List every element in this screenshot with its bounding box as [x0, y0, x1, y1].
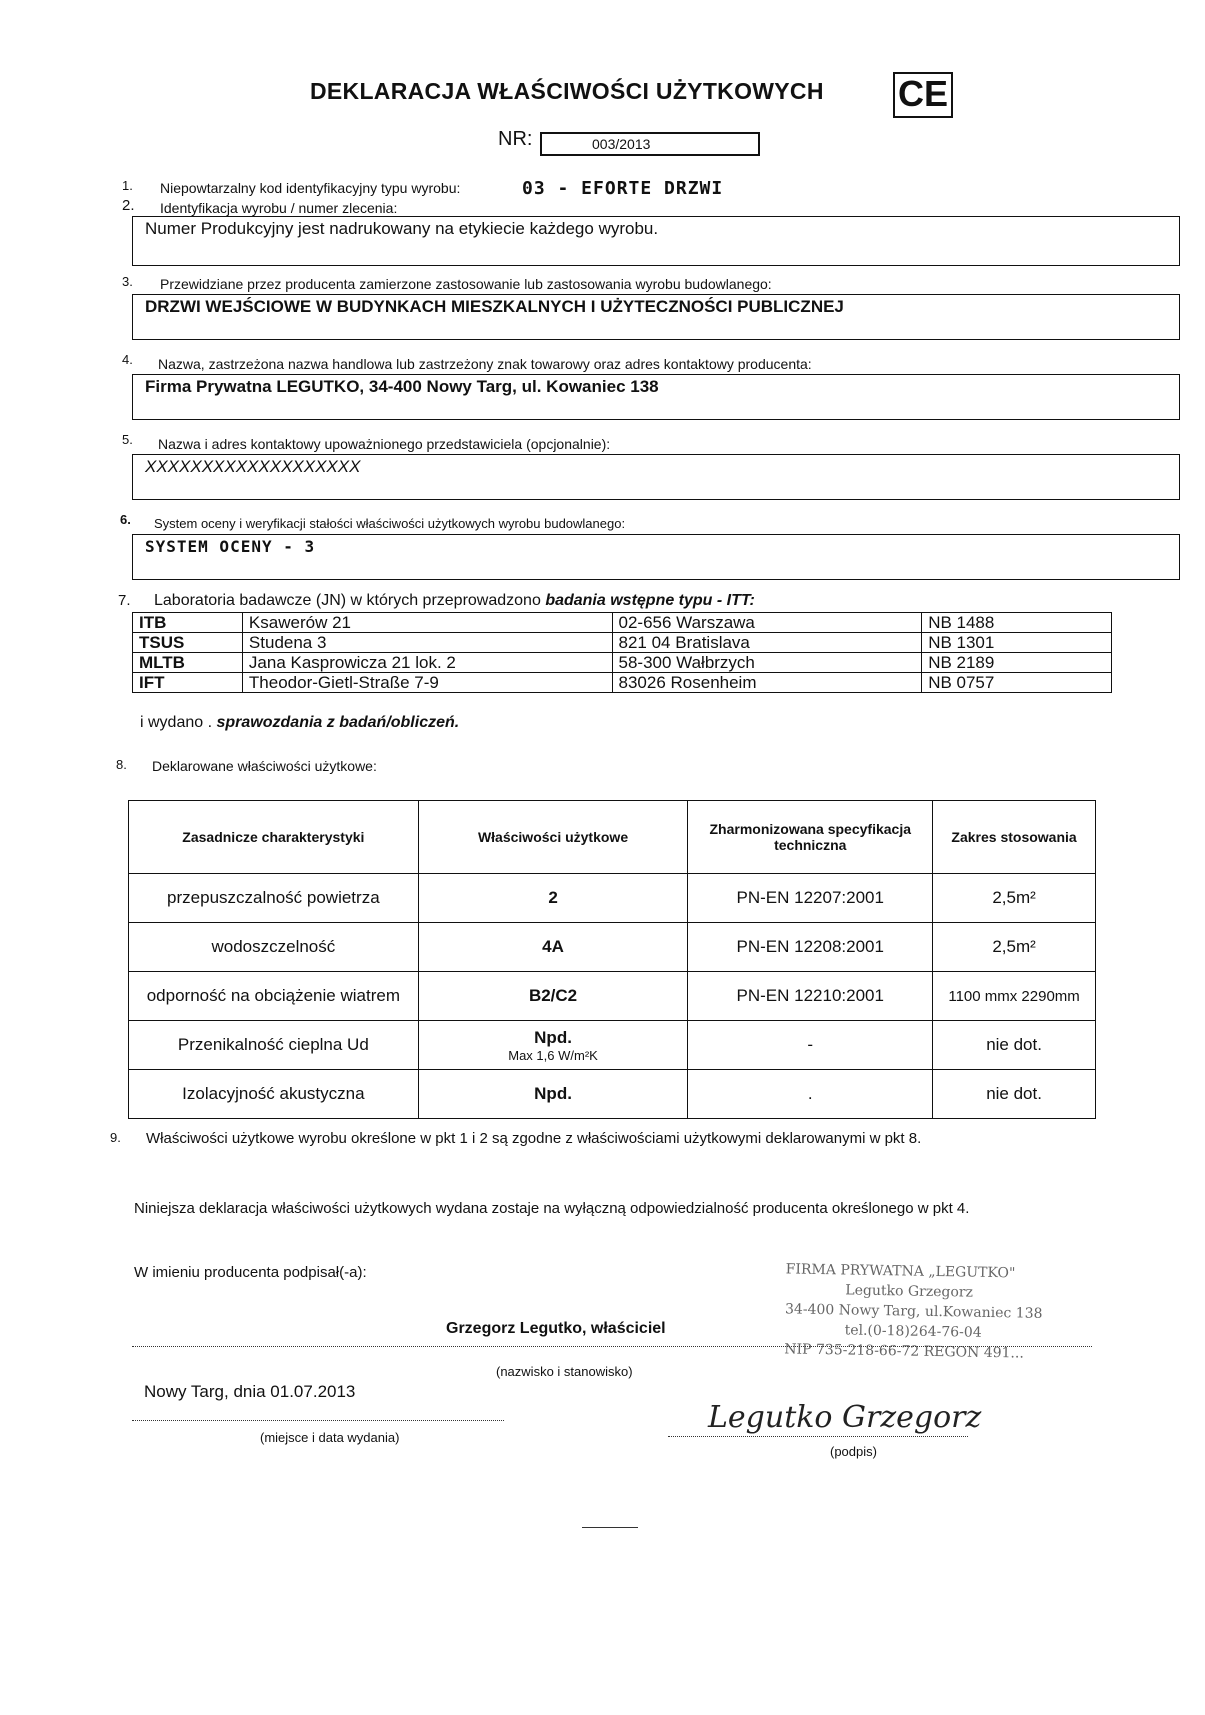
property-scope: nie dot.	[933, 1070, 1096, 1119]
property-scope: nie dot.	[933, 1021, 1096, 1070]
labs-table	[132, 612, 1112, 693]
lab-row	[133, 633, 1112, 653]
item7-label	[154, 592, 755, 610]
item2-value: Numer Produkcyjny jest nadrukowany na etykiecie każdego wyrobu.	[145, 219, 659, 238]
item9-number: 9.	[110, 1130, 121, 1145]
item3-box	[132, 294, 1180, 340]
property-performance-cell	[418, 874, 688, 923]
property-specification: .	[688, 1070, 933, 1119]
item6-value: SYSTEM OCENY - 3	[145, 537, 316, 556]
lab-code: MLTB	[133, 653, 243, 673]
item4-label: Nazwa, zastrzeżona nazwa handlowa lub zastrzeżony znak towarowy oraz adres kontaktowy producenta:	[158, 356, 812, 372]
item7-issued-emph: sprawozdania z badań/obliczeń.	[216, 714, 460, 731]
lab-code: ITB	[133, 613, 243, 633]
item1-label: Niepowtarzalny kod identyfikacyjny typu wyrobu:	[160, 180, 461, 196]
lab-row	[133, 673, 1112, 693]
lab-city: 02-656 Warszawa	[612, 613, 922, 633]
item7-label-emph: badania wstępne typu - ITT:	[545, 592, 755, 609]
property-specification: PN-EN 12210:2001	[688, 972, 933, 1021]
header-scope: Zakres stosowania	[933, 801, 1096, 874]
signer-name: Grzegorz Legutko, właściciel	[446, 1320, 666, 1337]
header-performance: Właściwości użytkowe	[418, 801, 688, 874]
lab-row	[133, 613, 1112, 633]
on-behalf-label: W imieniu producenta podpisał(-a):	[134, 1264, 367, 1281]
item8-label: Deklarowane właściwości użytkowe:	[152, 758, 377, 774]
property-characteristic: przepuszczalność powietrza	[129, 874, 419, 923]
property-scope: 2,5m²	[933, 874, 1096, 923]
lab-city: 821 04 Bratislava	[612, 633, 922, 653]
lab-street: Theodor-Gietl-Straße 7-9	[242, 673, 612, 693]
place-line	[132, 1420, 504, 1421]
lab-nb: NB 0757	[922, 673, 1112, 693]
property-scope: 1100 mmx 2290mm	[933, 972, 1096, 1021]
item1-number: 1.	[122, 178, 133, 193]
item5-box	[132, 454, 1180, 500]
header-specification: Zharmonizowana specyfikacja techniczna	[688, 801, 933, 874]
property-performance: Npd.	[534, 1084, 572, 1103]
property-performance: 2	[548, 888, 558, 907]
lab-nb: NB 2189	[922, 653, 1112, 673]
property-performance-cell	[418, 1070, 688, 1119]
property-row	[129, 972, 1096, 1021]
item7-issued-plain: i wydano .	[140, 714, 213, 731]
lab-city: 58-300 Wałbrzych	[612, 653, 922, 673]
divider-line	[582, 1527, 638, 1528]
ce-mark-icon: CE	[893, 72, 953, 118]
item5-number: 5.	[122, 432, 133, 447]
item7-issued	[140, 714, 459, 732]
lab-street: Jana Kasprowicza 21 lok. 2	[242, 653, 612, 673]
property-performance-cell	[418, 1021, 688, 1070]
handwritten-signature: Legutko Grzegorz	[708, 1400, 982, 1435]
name-caption: (nazwisko i stanowisko)	[496, 1364, 633, 1379]
item7-number: 7.	[118, 592, 131, 609]
document-title: DEKLARACJA WŁAŚCIWOŚCI UŻYTKOWYCH	[310, 78, 824, 104]
item4-number: 4.	[122, 352, 133, 367]
item7-label-plain: Laboratoria badawcze (JN) w których przeprowadzono	[154, 592, 541, 609]
lab-street: Studena 3	[242, 633, 612, 653]
item3-label: Przewidziane przez producenta zamierzone zastosowanie lub zastosowania wyrobu budowlanego:	[160, 276, 772, 292]
item2-label: Identyfikacja wyrobu / numer zlecenia:	[160, 200, 398, 216]
item2-box	[132, 216, 1180, 266]
property-row	[129, 923, 1096, 972]
stamp-line4: tel.(0-18)264-76-04	[844, 1322, 982, 1341]
lab-row	[133, 653, 1112, 673]
stamp-line1: FIRMA PRYWATNA „LEGUTKO"	[785, 1261, 1016, 1282]
item5-value: XXXXXXXXXXXXXXXXXXX	[145, 457, 361, 476]
item9-text: Właściwości użytkowe wyrobu określone w pkt 1 i 2 są zgodne z właściwościami użytkowymi deklarowanymi w pkt 8.	[146, 1130, 922, 1147]
company-stamp	[784, 1259, 1086, 1364]
property-performance-cell	[418, 972, 688, 1021]
nr-value: 003/2013	[540, 132, 760, 156]
item6-box	[132, 534, 1180, 580]
property-specification: PN-EN 12208:2001	[688, 923, 933, 972]
property-performance-sub: Max 1,6 W/m²K	[508, 1047, 598, 1063]
property-scope: 2,5m²	[933, 923, 1096, 972]
sign-line	[668, 1436, 968, 1437]
property-row	[129, 874, 1096, 923]
item8-number: 8.	[116, 757, 127, 772]
property-performance: 4A	[542, 937, 564, 956]
property-characteristic: wodoszczelność	[129, 923, 419, 972]
property-specification: -	[688, 1021, 933, 1070]
place-date: Nowy Targ, dnia 01.07.2013	[144, 1382, 356, 1401]
property-characteristic: Przenikalność cieplna Ud	[129, 1021, 419, 1070]
stamp-line3: 34-400 Nowy Targ, ul.Kowaniec 138	[784, 1301, 1043, 1322]
item6-label: System oceny i weryfikacji stałości właściwości użytkowych wyrobu budowlanego:	[154, 516, 626, 531]
property-row	[129, 1021, 1096, 1070]
signature-line	[132, 1346, 1092, 1347]
item3-value: DRZWI WEJŚCIOWE W BUDYNKACH MIESZKALNYCH I UŻYTECZNOŚCI PUBLICZNEJ	[145, 297, 844, 316]
lab-street: Ksawerów 21	[242, 613, 612, 633]
item4-box	[132, 374, 1180, 420]
header-characteristics: Zasadnicze charakterystyki	[129, 801, 419, 874]
responsibility-text: Niniejsza deklaracja właściwości użytkowych wydana zostaje na wyłączną odpowiedzialność producenta określonego w pkt 4.	[134, 1200, 970, 1217]
item5-label: Nazwa i adres kontaktowy upoważnionego przedstawiciela (opcjonalnie):	[158, 436, 611, 452]
property-performance-cell	[418, 923, 688, 972]
item1-value: 03 - EFORTE DRZWI	[522, 178, 724, 199]
property-characteristic: Izolacyjność akustyczna	[129, 1070, 419, 1119]
property-characteristic: odporność na obciążenie wiatrem	[129, 972, 419, 1021]
item3-number: 3.	[122, 274, 133, 289]
lab-nb: NB 1301	[922, 633, 1112, 653]
property-row	[129, 1070, 1096, 1119]
nr-label: NR:	[498, 128, 533, 150]
item4-value: Firma Prywatna LEGUTKO, 34-400 Nowy Targ, ul. Kowaniec 138	[145, 377, 659, 396]
lab-code: TSUS	[133, 633, 243, 653]
stamp-line2: Legutko Grzegorz	[845, 1282, 974, 1301]
stamp-line5: NIP 735-218-66-72 REGON 491...	[784, 1341, 1024, 1362]
lab-code: IFT	[133, 673, 243, 693]
item6-number: 6.	[120, 512, 131, 527]
property-specification: PN-EN 12207:2001	[688, 874, 933, 923]
property-performance: B2/C2	[528, 986, 578, 1005]
lab-city: 83026 Rosenheim	[612, 673, 922, 693]
properties-table	[128, 800, 1096, 1119]
property-performance: Npd.	[534, 1027, 572, 1047]
item2-number: 2.	[122, 197, 135, 214]
sign-caption: (podpis)	[830, 1444, 877, 1459]
lab-nb: NB 1488	[922, 613, 1112, 633]
place-caption: (miejsce i data wydania)	[260, 1430, 400, 1445]
